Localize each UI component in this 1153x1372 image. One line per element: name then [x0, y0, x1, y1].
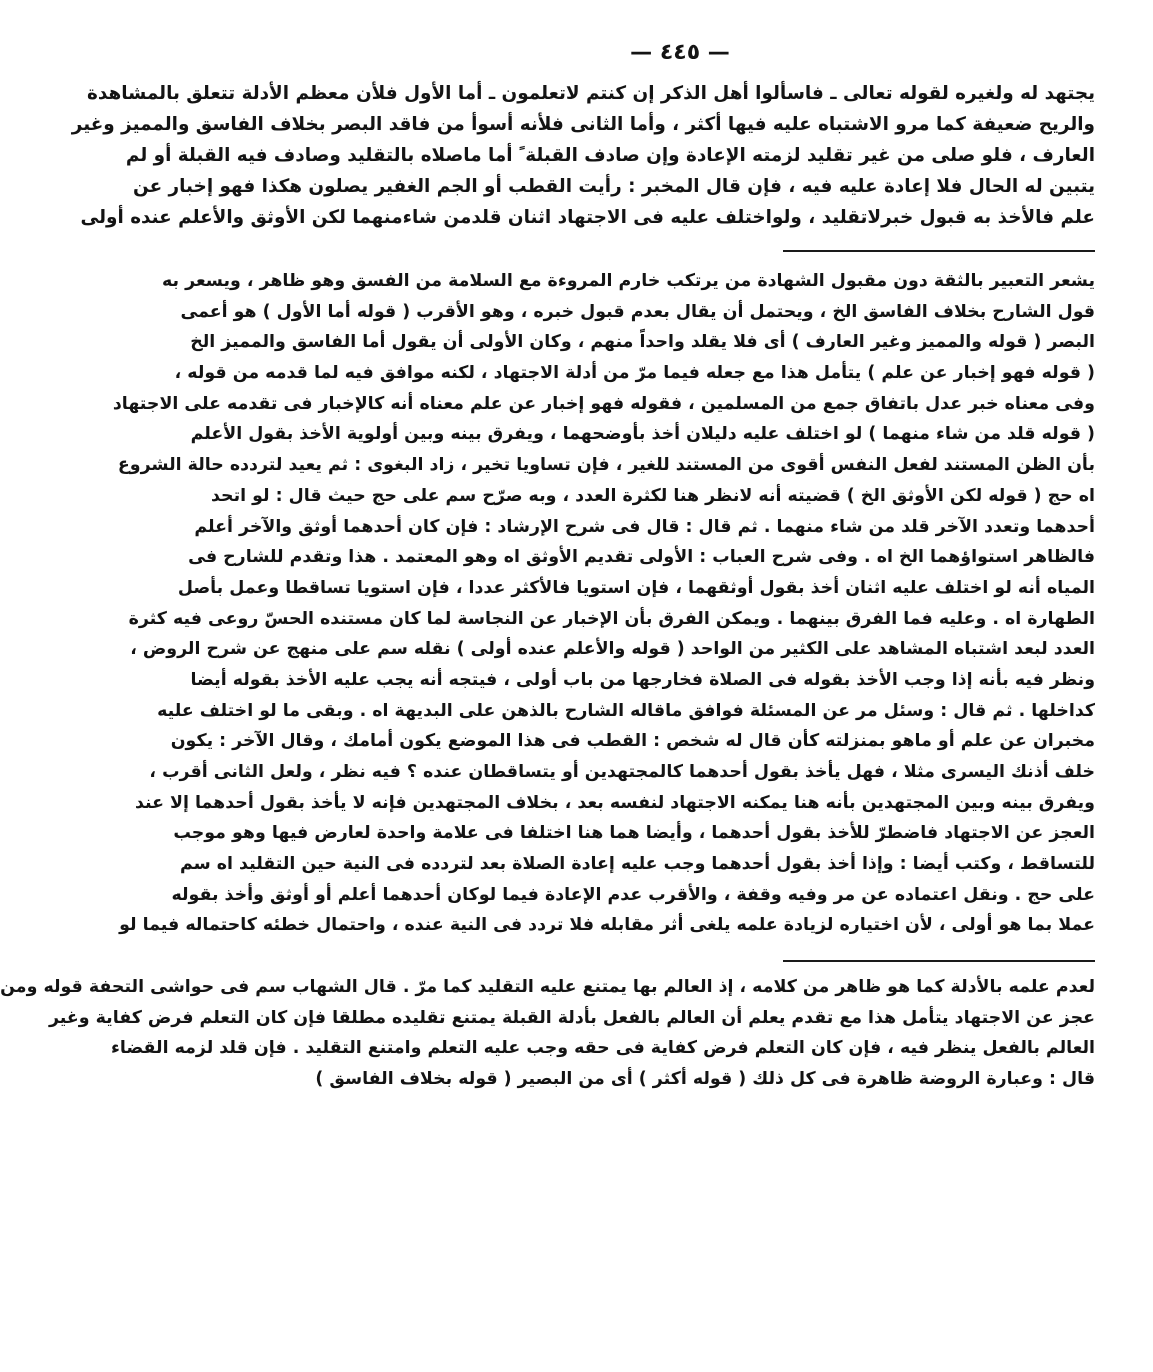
commentary-line: العجز عن الاجتهاد فاضطرّ للأخذ بقول أحدهما ، وأيضا هما هنا اختلفا فى علامة واحدة لعارض فيها وهو موجب: [173, 823, 1095, 844]
commentary-line: يشعر التعبير بالثقة دون مقبول الشهادة من يرتكب خارم المروءة مع السلامة من الفسق وهو ظاهر ، ويسعر به: [162, 271, 1095, 291]
commentary-line: للتساقط ، وكتب أيضا : وإذا أخذ بقول أحدهما وجب عليه إعادة الصلاة بعد لتردده فى النية حين التقليد اه سم: [179, 854, 1095, 875]
commentary-line: ( قوله قلد من شاء منهما ) لو اختلف عليه دليلان أخذ بأوضحهما ، ويفرق بينه وبين أولوية الأخذ بقول الأعلم: [190, 424, 1095, 445]
commentary-line: البصر ( قوله والمميز وغير العارف ) أى فلا يقلد واحداً منهم ، وكان الأولى أن يقول أما الفاسق والمميز الخ: [190, 332, 1095, 353]
commentary-line: المياه أنه لو اختلف عليه اثنان أخذ بقول أوثقهما ، فإن استويا فالأكثر عددا ، فإن استويا تساقطا وعمل بأصل: [177, 577, 1095, 598]
commentary-line: كداخلها . ثم قال : وسئل مر عن المسئلة فوافق ماقاله الشارح بالذهن على البديهة اه . وبقى ما لو اختلف عليه: [157, 700, 1095, 721]
commentary-line: مخبران عن علم أو ماهو بمنزلته كأن قال له شخص : القطب فى هذا الموضع يكون أمامك ، وقال الآخر : يكون: [170, 731, 1095, 752]
footnote-line: العالم بالفعل ينظر فيه ، فإن كان التعلم فرض كفاية فى حقه وجب عليه التعلم وامتنع التقليد . فإن قلد لزمه القضاء: [110, 1038, 1095, 1059]
commentary-line: العدد لبعد اشتباه المشاهد على الكثير من الواحد ( قوله والأعلم عنده أولى ) نقله سم على منهج عن شرح الروض ،: [130, 639, 1095, 660]
commentary-line: قول الشارح بخلاف الفاسق الخ ، ويحتمل أن يقال بعدم قبول خبره ، وهو الأقرب ( قوله أما الأول ) هو أعمى: [180, 301, 1095, 322]
commentary-line: الطهارة اه . وعليه فما الفرق بينهما . ويمكن الفرق بأن الإخبار عن النجاسة لما كان مستنده الحسّ روعى فيه كثرة: [128, 608, 1095, 629]
commentary-text: [112, 266, 1095, 941]
commentary-line: عملا بما هو أولى ، لأن اختياره لزيادة علمه يلغى أثر مقابله فلا تردد فى النية عنده ، واحتمال خطئه كاحتماله فيما لو: [119, 915, 1095, 936]
footnote-text: [0, 972, 1095, 1094]
commentary-line: فالظاهر استواؤهما الخ اه . وفى شرح العباب : الأولى تقديم الأوثق اه وهو المعتمد . هذا وتقدم للشارح فى: [188, 547, 1095, 568]
main-text-line: العارف ، فلو صلى من غير تقليد لزمته الإعادة وإن صادف القبلة ً أما ماصلاه بالتقليد وصادف فيه القبلة أو لم: [125, 145, 1095, 166]
footnote-line: لعدم علمه بالأدلة كما هو ظاهر من كلامه ، إذ العالم بها يمتنع عليه التقليد كما مرّ . قال الشهاب سم فى حواشى التحفة قوله ومن: [0, 977, 1095, 998]
commentary-line: اه حج ( قوله لكن الأوثق الخ ) قضيته أنه لانظر هنا لكثرة العدد ، وبه صرّح سم على حج حيث قال : لو اتحد: [211, 485, 1095, 506]
separator-rule: [783, 960, 1095, 962]
commentary-line: خلف أذنك اليسرى مثلا ، فهل يأخذ بقول أحدهما كالمجتهدين أو يتساقطان عنده ؟ فيه نظر ، ولعل الثانى أقرب ،: [149, 762, 1095, 782]
main-text: [71, 78, 1095, 233]
commentary-line: بأن الظن المستند لفعل النفس أقوى من المستند للغير ، فإن تساويا تخير ، زاد البغوى : ثم يعيد لتردده حالة الشروع: [117, 455, 1095, 476]
page-number: — ٤٤٥ —: [630, 40, 730, 65]
commentary-line: ( قوله فهو إخبار عن علم ) يتأمل هذا مع جعله فيما مرّ من أدلة الاجتهاد ، لكنه موافق فيه لما قدمه من قوله ،: [174, 363, 1095, 384]
commentary-line: وفى معناه خبر عدل باتفاق جمع من المسلمين ، فقوله فهو إخبار عن علم معناه أنه كالإخبار فى تقدمه على الاجتهاد: [112, 393, 1095, 414]
separator-rule: [783, 250, 1095, 252]
commentary-line: أحدهما وتعدد الآخر قلد من شاء منهما . ثم قال : قال فى شرح الإرشاد : فإن كان أحدهما أوثق والآخر أعلم: [194, 516, 1095, 537]
main-text-line: يتبين له الحال فلا إعادة عليه فيه ، فإن قال المخبر : رأيت القطب أو الجم الغفير يصلون هكذا فهو إخبار عن: [133, 176, 1095, 197]
footnote-line: قال : وعبارة الروضة ظاهرة فى كل ذلك ( قوله أكثر ) أى من البصير ( قوله بخلاف الفاسق ): [315, 1068, 1095, 1089]
main-text-line: والريح ضعيفة كما مرو الاشتباه عليه فيها أكثر ، وأما الثانى فلأنه أسوأ من فاقد البصر بخلاف الفاسق والمميز وغير: [71, 114, 1095, 135]
commentary-line: ويفرق بينه وبين المجتهدين بأنه هنا يمكنه الاجتهاد لنفسه بعد ، بخلاف المجتهدين فإنه لا يأخذ بقول أحدهما إلا عند: [134, 792, 1095, 813]
book-page: [0, 38, 1095, 1094]
main-text-line: علم فالأخذ به قبول خبرلاتقليد ، ولواختلف عليه فى الاجتهاد اثنان قلدمن شاءمنهما لكن الأوثق والأعلم عنده أولى: [80, 207, 1095, 228]
commentary-line: ونظر فيه بأنه إذا وجب الأخذ بقوله فى الصلاة فخارجها من باب أولى ، فيتجه أنه يجب عليه الأخذ بقوله أيضا: [190, 669, 1095, 690]
commentary-line: على حج . ونقل اعتماده عن مر وفيه وقفة ، والأقرب عدم الإعادة فيما لوكان أحدهما أعلم أو أوثق وأخذ بقوله: [171, 884, 1095, 905]
main-text-line: يجتهد له ولغيره لقوله تعالى ـ فاسألوا أهل الذكر إن كنتم لاتعلمون ـ أما الأول فلأن معظم الأدلة تتعلق بالمشاهدة: [86, 83, 1095, 104]
footnote-line: عجز عن الاجتهاد يتأمل هذا مع تقدم يعلم أن العالم بالفعل بأدلة القبلة يمتنع تقليده مطلقا فإن كان التعلم فرض كفاية وغير: [48, 1007, 1095, 1028]
